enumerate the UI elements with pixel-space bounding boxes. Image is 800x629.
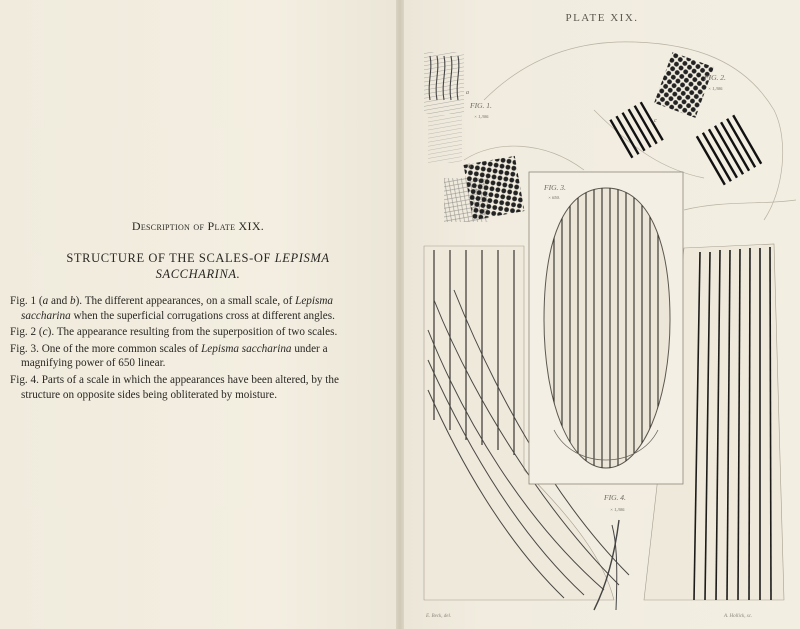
structure-title-text: STRUCTURE OF THE SCALES-OF: [66, 251, 275, 265]
fig-3-suffix: under a magnifying power of 650 linear.: [21, 342, 328, 370]
fig-1-species: Lepisma saccharina: [21, 295, 334, 322]
book-gutter: [396, 0, 404, 629]
fig-1-mid2: ). The different appearances, on a small scale, of: [75, 295, 296, 307]
structure-title: [28, 250, 368, 282]
fig-1-italic-a: a: [42, 295, 49, 307]
fig-1-b-label: b: [468, 164, 471, 170]
fig-3-label: FIG. 3.: [544, 183, 566, 192]
fig-4-text: Fig. 4. Parts of a scale in which the appearances have been altered, by the structure on opposite sides being obliterated by moisture.: [10, 373, 339, 401]
fig-1-label: FIG. 1.: [470, 101, 492, 110]
fig-3-prefix: Fig. 3. One of the more common scales of: [10, 342, 202, 355]
fig-2-italic-c: c: [42, 326, 48, 339]
fig-3-drawing: [529, 172, 683, 484]
fig-1-b-drawing: [444, 156, 524, 222]
right-page: [404, 0, 800, 629]
fig-2-label: FIG. 2.: [704, 73, 726, 82]
description-heading: [0, 219, 396, 234]
fig-2-description: [10, 325, 364, 340]
fig-1-magnification: × 1,300.: [474, 114, 490, 119]
plate-title: PLATE XIX.: [565, 12, 639, 24]
fig-2-suffix: ). The appearance resulting from the superposition of two scales.: [47, 326, 338, 339]
fig-2-drawing: [610, 52, 761, 185]
plate-illustration: [404, 0, 800, 629]
fig-3-description: [10, 342, 364, 371]
credit-engraver: A. Hollick, sc.: [724, 614, 753, 619]
fig-1-a-drawing: [424, 52, 464, 163]
fig-2-prefix: Fig. 2 (: [10, 326, 43, 339]
figure-descriptions: [10, 294, 364, 404]
fig-1-italic-b: b: [69, 295, 76, 307]
fig-1-a-label: a: [466, 90, 469, 96]
description-heading-plate: Plate XIX.: [207, 219, 265, 233]
fig-4-description: [10, 373, 364, 402]
credit-artist: E. Beck, del.: [426, 614, 452, 619]
fig-3-magnification: × 650.: [548, 195, 561, 200]
left-page: [0, 0, 396, 629]
description-heading-prefix: Description of: [131, 219, 208, 233]
fig-1-description: [10, 294, 364, 323]
fig-2-c-label: c: [654, 118, 657, 124]
fig-1-mid1: and: [48, 295, 70, 307]
structure-title-genus: LEPISMA: [274, 251, 330, 265]
fig-2-magnification: × 1,300.: [708, 86, 724, 91]
fig-1-prefix: Fig. 1 (: [10, 295, 43, 307]
fig-3-species: Lepisma saccharina: [201, 342, 292, 355]
structure-title-species: SACCHARINA.: [155, 267, 241, 281]
fig-4-magnification: × 1,300.: [610, 507, 626, 512]
fig-1-suffix: when the superficial corrugations cross at different angles.: [70, 309, 335, 322]
fig-4-label: FIG. 4.: [604, 493, 626, 502]
